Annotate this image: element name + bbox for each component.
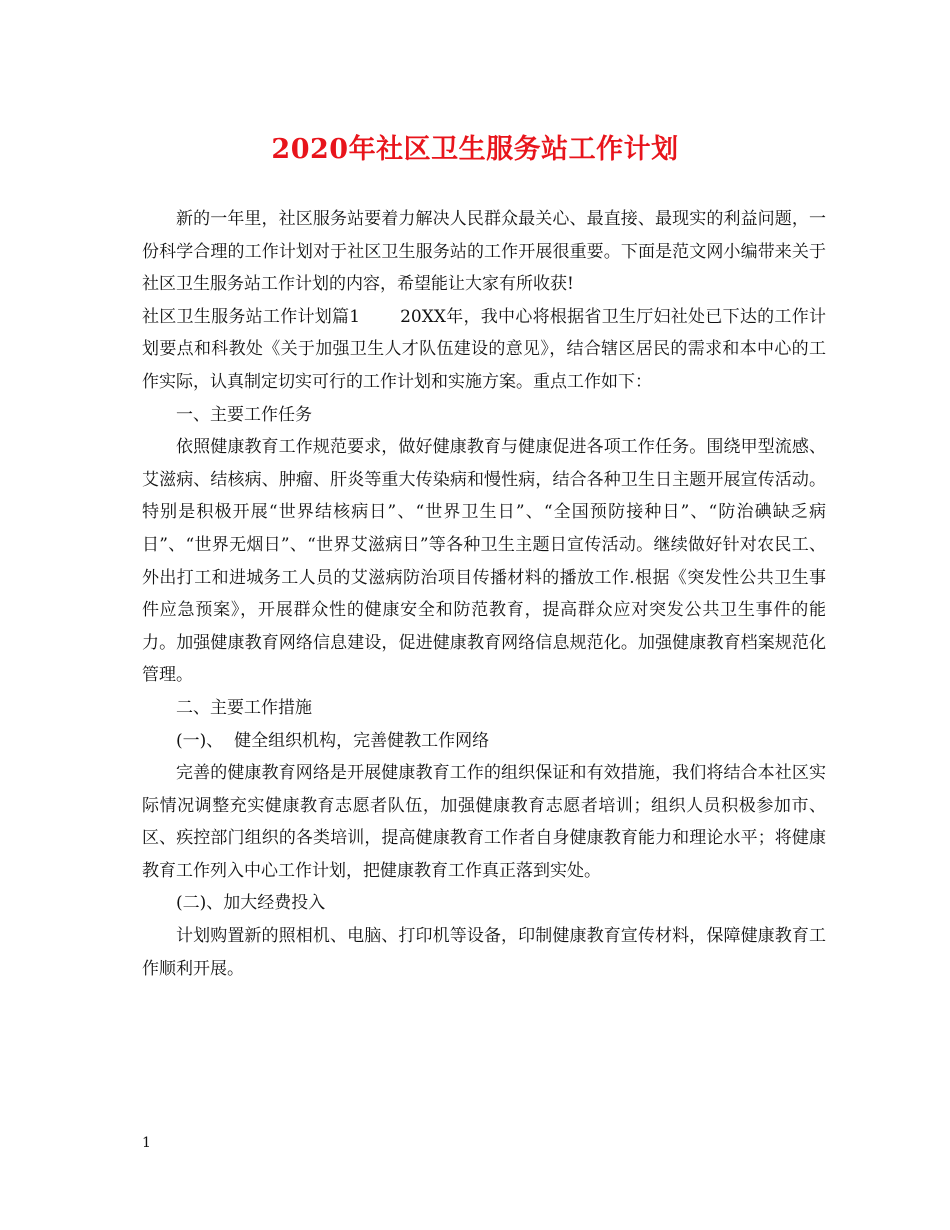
- plan-paragraph: [142, 301, 826, 399]
- plan-section-body: 20XX年，我中心将根据省卫生厅妇社处已下达的工作计划要点和科教处《关于加强卫生人才队伍建设的意见》，结合辖区居民的需求和本中心的工作实际，认真制定切实可行的工作计划和实施方案。重点工作如下：: [142, 306, 826, 392]
- document-title: 2020年社区卫生服务站工作计划: [271, 134, 679, 165]
- heading-main-measures: 二、主要工作措施: [176, 697, 312, 718]
- organization-paragraph: 完善的健康教育网络是开展健康教育工作的组织保证和有效措施，我们将结合本社区实际情况调整充实健康教育志愿者队伍，加强健康教育志愿者培训；组织人员积极参加市、区、疾控部门组织的各类培训，提高健康教育工作者自身健康教育能力和理论水平；将健康教育工作列入中心工作计划，把健康教育工作真正落到实处。: [142, 763, 826, 881]
- plan-section-lead: 社区卫生服务站工作计划篇1: [142, 306, 361, 327]
- intro-paragraph: 新的一年里，社区服务站要着力解决人民群众最关心、最直接、最现实的利益问题，一份科学合理的工作计划对于社区卫生服务站的工作开展很重要。下面是范文网小编带来关于社区卫生服务站工作计划的内容，希望能让大家有所收获!: [142, 209, 826, 295]
- subheading-funding: (二)、加大经费投入: [176, 893, 326, 914]
- page-number: 1: [142, 1135, 151, 1151]
- tasks-paragraph: 依照健康教育工作规范要求，做好健康教育与健康促进各项工作任务。围绕甲型流感、艾滋病、结核病、肿瘤、肝炎等重大传染病和慢性病，结合各种卫生日主题开展宣传活动。特别是积极开展“世界结核病日”、“世界卫生日”、“全国预防接种日”、“防治碘缺乏病日”、“世界无烟日”、“世界艾滋病日”等各种卫生主题日宣传活动。继续做好针对农民工、外出打工和进城务工人员的艾滋病防治项目传播材料的播放工作.根据《突发性公共卫生事件应急预案》，开展群众性的健康安全和防范教育，提高群众应对突发公共卫生事件的能力。加强健康教育网络信息建设，促进健康教育网络信息规范化。加强健康教育档案规范化管理。: [142, 437, 826, 686]
- heading-main-tasks: 一、主要工作任务: [176, 404, 312, 425]
- document-body: [142, 203, 826, 985]
- subheading-organization: (一)、 健全组织机构，完善健教工作网络: [176, 730, 490, 751]
- funding-paragraph: 计划购置新的照相机、电脑、打印机等设备，印制健康教育宣传材料，保障健康教育工作顺利开展。: [142, 926, 826, 979]
